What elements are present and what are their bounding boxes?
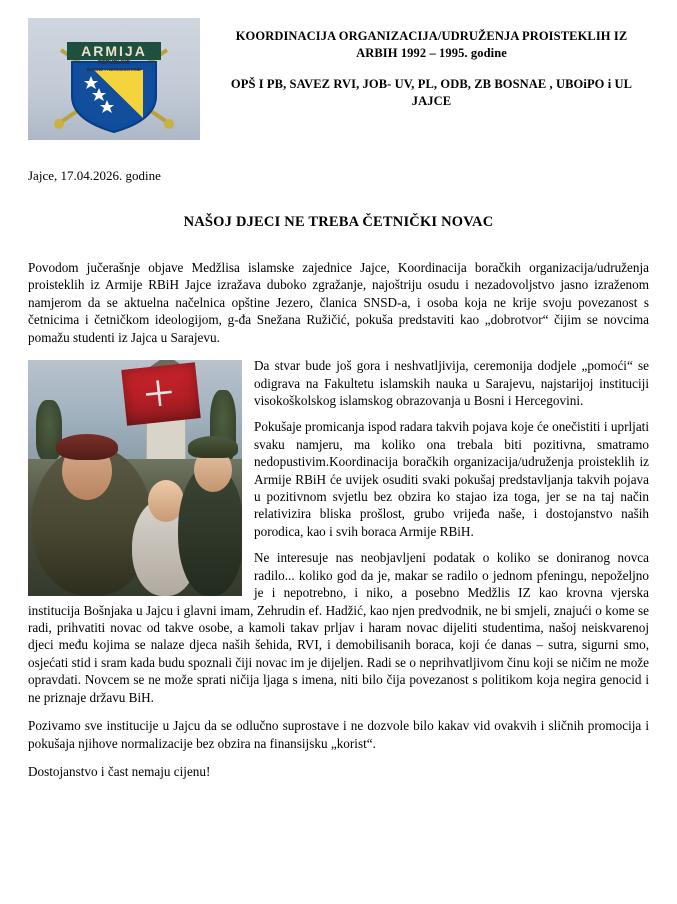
document-header bbox=[28, 18, 649, 140]
emblem-shield-icon bbox=[39, 26, 189, 138]
paragraph-5: Pozivamo sve institucije u Jajcu da se odlučno suprostave i ne dozvole bilo kakav vid ovakvih i sličnih promocija i pokušaja njihove normalizacije bez obzira na finansijsku „korist“. bbox=[28, 718, 649, 751]
svg-text:ARMIJA: ARMIJA bbox=[81, 43, 147, 59]
document-body bbox=[28, 259, 649, 791]
paragraph-6: Dostojanstvo i čast nemaju cijenu! bbox=[28, 763, 211, 779]
photo-flag bbox=[121, 362, 200, 425]
header-titles bbox=[214, 18, 649, 110]
photo-person-right-cap bbox=[188, 436, 238, 458]
page-title: NAŠOJ DJECI NE TREBA ČETNIČKI NOVAC bbox=[183, 214, 494, 230]
armija-rbih-emblem bbox=[28, 18, 200, 140]
organization-line-1: KOORDINACIJA ORGANIZACIJA/UDRUŽENJA PROISTEKLIH IZ ARBIH 1992 – 1995. godine bbox=[235, 29, 628, 60]
organization-line-2: OPŠ I PB, SAVEZ RVI, JOB- UV, PL, ODB, ZB BOSNAE , UBOiPO i UL JAJCE bbox=[230, 76, 633, 108]
paragraph-1: Povodom jučerašnje objave Medžlisa islamske zajednice Jajce, Koordinacija boračkih organizacija/udruženja proisteklih iz Armije RBiH Jajce izražava duboko zgražanje, najoštriju osudu i nezadovoljstvo jasno izraženom namjerom da se aktuelna načelnica opštine Jezero, članica SNSD-a, i osoba koja ne krije svoju povezanost s četnicima i četničkom ideologijom, g-đa Snežana Ružičić, pokuša predstaviti kao „dobrotvor“ čijim se novcima pomažu studenti iz Jajca u Sarajevu. bbox=[28, 260, 649, 345]
paragraph-4: Ne interesuje nas neobjavljeni podatak o koliko se doniranog novca radilo... koliko god da je, makar se radilo o jednom pfeningu, nepoželjno je i nepotrebno, i niko, a posebno Medžlis IZ kao krovna vjerska institucija Bošnjaka u Jajcu i glavni imam, Zehrudin ef. Hadžić, kao njen predvodnik, ne bi smjeli, znajući o kome se radi, prihvatiti novac od takve osobe, a kamoli takav prljav i haram novac dijeliti studentima, našoj neiskvarenoj djeci među kojima se nalaze djeca naših šehida, RVI, i demobilisanih boraca, koji će danas – sutra, sigurni smo, osjećati stid i sram kada budu spoznali čiji novac im je dijeljen. Radi se o neprihvatljivom činu koji se ničim ne može opravdati. Novcem se ne može sprati ničija ljaga s imena, niti bilo čija povezanost s politikom koja negira genocid i ne priznaje državu BiH. bbox=[28, 550, 649, 705]
svg-text:REPUBLIKE: REPUBLIKE bbox=[98, 60, 130, 66]
paragraph-3: Pokušaje promicanja ispod radara takvih pojava koje će onečistiti i uprljati svaku namjeru, ma koliko ona trebala biti pozitivna, smatramo nedopustivim.Koordinacija boračkih organizacija/udruženja proisteklih iz Armije RBiH će uvijek osuditi svaki pokušaj predstavljanja takvih pojava u pozitivnom svjetlu bez obzira ko stajao iza toga, jer se na taj način relativizira bliska prošlost, grubo vrijeđa naše, i dostojanstvo naših porodica, kao i svih boraca Armije RBiH. bbox=[254, 419, 649, 539]
photo-group-with-flag bbox=[28, 360, 242, 596]
svg-text:BOSNE I HERCEGOVINE: BOSNE I HERCEGOVINE bbox=[86, 67, 142, 72]
emblem-shield-caption-icon bbox=[39, 56, 189, 82]
paragraph-2: Da stvar bude još gora i neshvatljivija, ceremonija dodjele „pomoći“ se odigrava na Fakultetu islamskih nauka u Sarajevu, najstarijoj instituciji visokoškolskog islamskog obrazovanja u Bosni i Hercegovini. bbox=[254, 358, 649, 408]
photo-person-left-beret bbox=[56, 434, 118, 460]
place-and-date: Jajce, 17.04.2026. godine bbox=[28, 168, 161, 183]
